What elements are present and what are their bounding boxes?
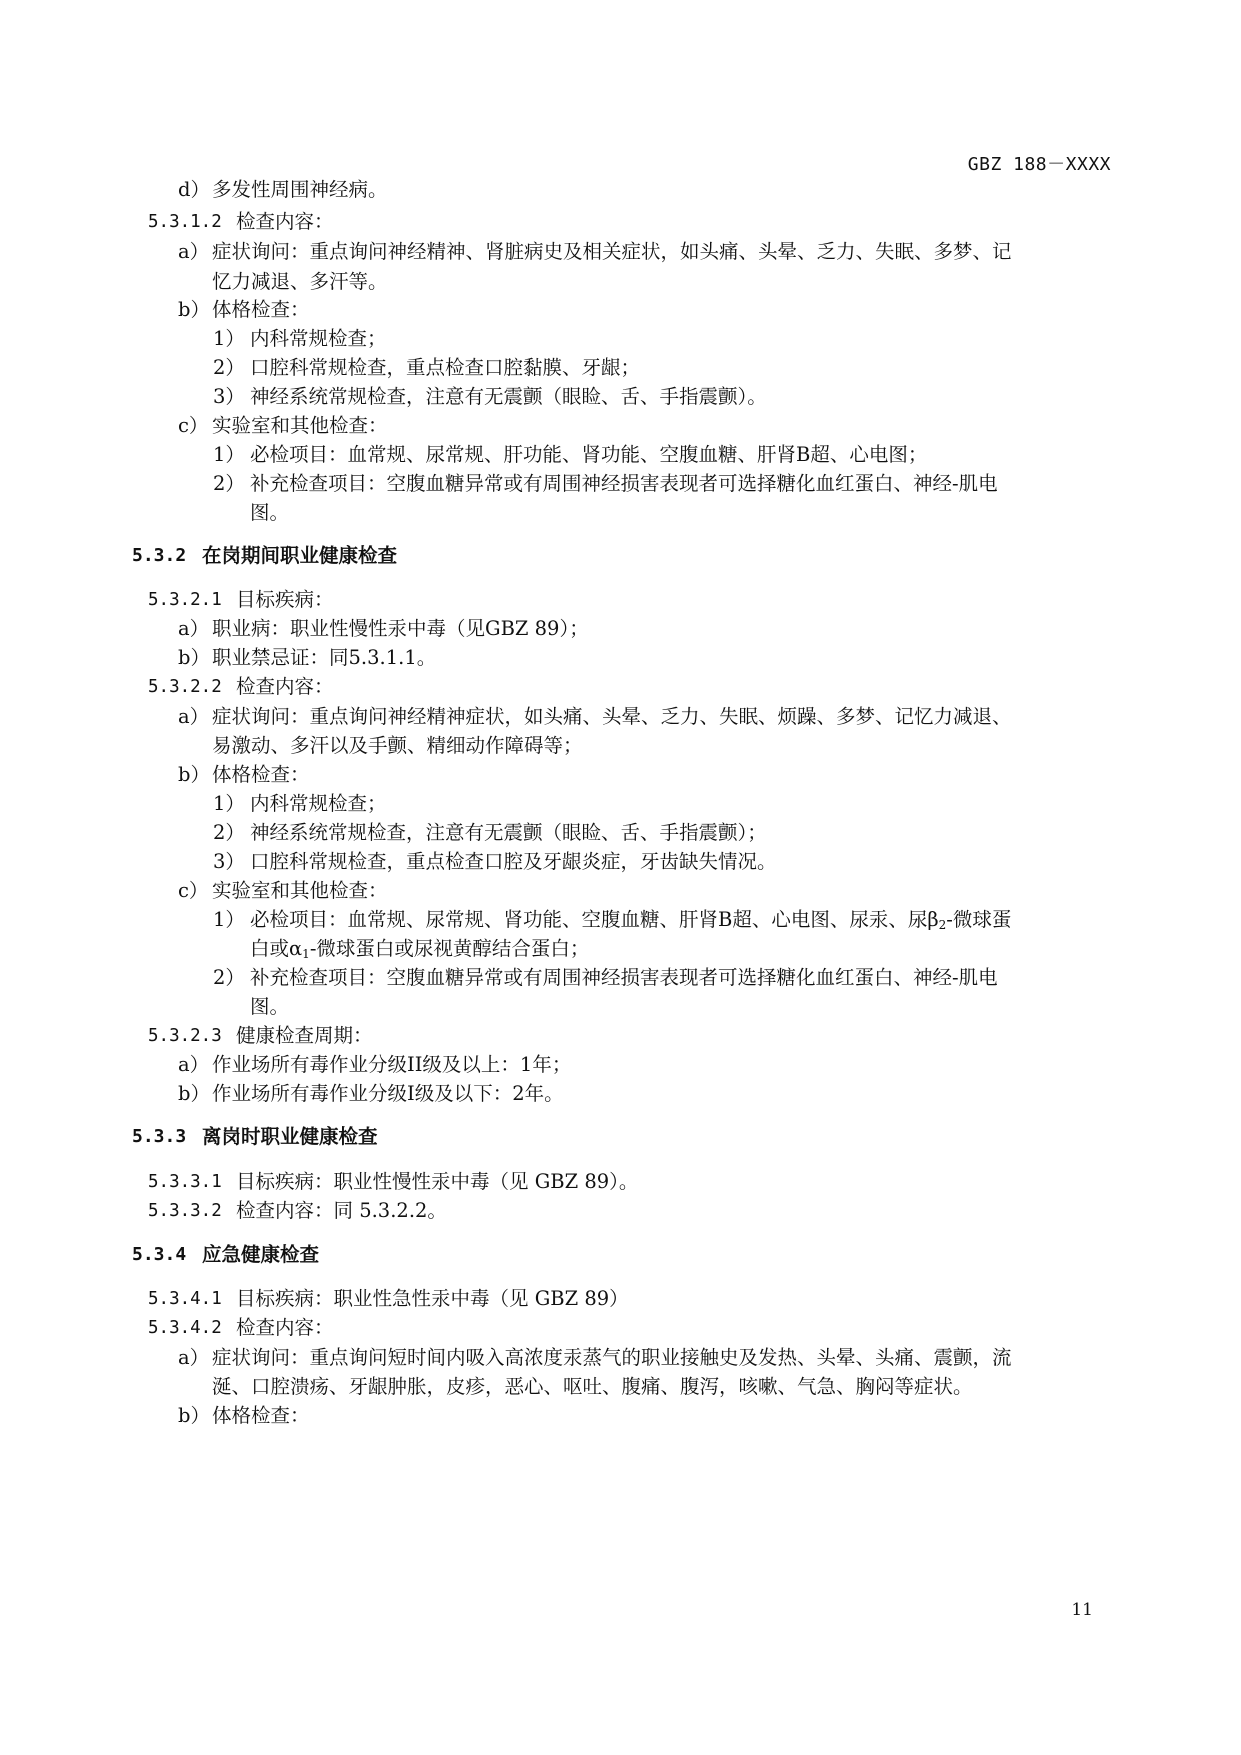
list-marker: a）: [178, 1346, 210, 1369]
list-marker: 2）: [213, 356, 245, 379]
list-marker: 1）: [213, 908, 245, 931]
list-item-text: 神经系统常规检查，注意有无震颤（眼睑、舌、手指震颤）。: [250, 385, 767, 408]
clause-text: 目标疾病：职业性慢性汞中毒（见 GBZ 89）。: [236, 1170, 639, 1193]
list-marker: a）: [178, 1053, 210, 1076]
clause-number: 5.3.4.1: [148, 1289, 222, 1309]
list-item-text: 神经系统常规检查，注意有无震颤（眼睑、舌、手指震颤）；: [250, 821, 767, 844]
list-marker: c）: [178, 879, 209, 902]
list-marker: d）: [178, 178, 210, 201]
list-marker: 2）: [213, 821, 245, 844]
clause-number: 5.3.1.2: [148, 212, 222, 232]
clause-number: 5.3.4.2: [148, 1318, 222, 1338]
clause-title: 检查内容：: [236, 675, 334, 698]
list-item-text: 症状询问：重点询问神经精神症状，如头痛、头晕、乏力、失眠、烦躁、多梦、记忆力减退、: [212, 705, 1012, 728]
list-item-text: 补充检查项目：空腹血糖异常或有周围神经损害表现者可选择糖化血红蛋白、神经-肌电: [250, 966, 998, 989]
list-marker: a）: [178, 240, 210, 263]
clause-number: 5.3.3.2: [148, 1201, 222, 1221]
section-number: 5.3.3: [132, 1126, 187, 1147]
list-item-text: 体格检查：: [212, 298, 310, 321]
list-item-text: 补充检查项目：空腹血糖异常或有周围神经损害表现者可选择糖化血红蛋白、神经-肌电: [250, 472, 998, 495]
list-item-text: 必检项目：血常规、尿常规、肝功能、肾功能、空腹血糖、肝肾B超、心电图；: [250, 443, 928, 466]
list-item-text: 多发性周围神经病。: [212, 178, 388, 201]
list-marker: 3）: [213, 385, 245, 408]
list-item-text: 作业场所有毒作业分级II级及以上：1年；: [212, 1053, 572, 1076]
list-item-text: 实验室和其他检查：: [212, 414, 388, 437]
list-marker: b）: [178, 1404, 210, 1427]
clause-text: 检查内容：同 5.3.2.2。: [236, 1199, 447, 1222]
section-number: 5.3.2: [132, 545, 187, 566]
list-marker: 3）: [213, 850, 245, 873]
list-item-text: 图。: [250, 995, 290, 1018]
list-marker: 2）: [213, 966, 245, 989]
list-item-text: 内科常规检查；: [250, 792, 387, 815]
list-marker: b）: [178, 763, 210, 786]
list-item-text: 内科常规检查；: [250, 327, 387, 350]
list-marker: 2）: [213, 472, 245, 495]
list-marker: 1）: [213, 792, 245, 815]
list-marker: b）: [178, 646, 210, 669]
list-item-text: 症状询问：重点询问短时间内吸入高浓度汞蒸气的职业接触史及发热、头晕、头痛、震颤，流: [212, 1346, 1012, 1369]
list-item-text: 作业场所有毒作业分级I级及以下：2年。: [212, 1082, 564, 1105]
list-item-text: 症状询问：重点询问神经精神、肾脏病史及相关症状，如头痛、头晕、乏力、失眠、多梦、记: [212, 240, 1012, 263]
text-fragment: 必检项目：血常规、尿常规、肾功能、空腹血糖、肝肾B超、心电图、尿汞、尿β: [250, 908, 939, 931]
list-item-text: 职业病：职业性慢性汞中毒（见GBZ 89）；: [212, 617, 589, 640]
subscript: 2: [938, 918, 947, 932]
list-marker: 1）: [213, 327, 245, 350]
list-marker: a）: [178, 617, 210, 640]
clause-title: 检查内容：: [236, 210, 334, 233]
list-item-text: 实验室和其他检查：: [212, 879, 388, 902]
section-number: 5.3.4: [132, 1244, 187, 1265]
clause-text: 目标疾病：职业性急性汞中毒（见 GBZ 89）: [236, 1287, 629, 1310]
list-item-text: 忆力减退、多汗等。: [212, 270, 388, 293]
section-title: 在岗期间职业健康检查: [202, 544, 398, 567]
clause-number: 5.3.3.1: [148, 1172, 222, 1192]
list-marker: a）: [178, 705, 210, 728]
section-title: 离岗时职业健康检查: [202, 1125, 378, 1148]
list-item-text: 体格检查：: [212, 763, 310, 786]
clause-number: 5.3.2.1: [148, 590, 222, 610]
list-marker: b）: [178, 1082, 210, 1105]
list-item-text: 口腔科常规检查，重点检查口腔及牙龈炎症，牙齿缺失情况。: [250, 850, 777, 873]
subscript: 1: [302, 947, 310, 961]
text-fragment: -微球蛋: [946, 908, 1012, 931]
list-item-text: 涎、口腔溃疡、牙龈肿胀，皮疹，恶心、呕吐、腹痛、腹泻，咳嗽、气急、胸闷等症状。: [212, 1375, 973, 1398]
list-marker: 1）: [213, 443, 245, 466]
list-item-text: 体格检查：: [212, 1404, 310, 1427]
list-item-text: 职业禁忌证：同5.3.1.1。: [212, 646, 437, 669]
text-fragment: 白或α: [250, 937, 303, 960]
clause-title: 健康检查周期：: [236, 1024, 373, 1047]
list-item-text: 图。: [250, 501, 290, 524]
clause-title: 检查内容：: [236, 1316, 334, 1339]
list-item-text: 口腔科常规检查，重点检查口腔黏膜、牙龈；: [250, 356, 641, 379]
list-marker: b）: [178, 298, 210, 321]
clause-number: 5.3.2.2: [148, 677, 222, 697]
document-code-header: GBZ 188－XXXX: [967, 154, 1111, 175]
clause-title: 目标疾病：: [236, 588, 334, 611]
list-marker: c）: [178, 414, 209, 437]
text-fragment: -微球蛋白或尿视黄醇结合蛋白；: [309, 937, 590, 960]
section-title: 应急健康检查: [202, 1243, 320, 1266]
page-number: 11: [1071, 1600, 1093, 1620]
list-item-text: 易激动、多汗以及手颤、精细动作障碍等；: [212, 734, 583, 757]
clause-number: 5.3.2.3: [148, 1026, 222, 1046]
